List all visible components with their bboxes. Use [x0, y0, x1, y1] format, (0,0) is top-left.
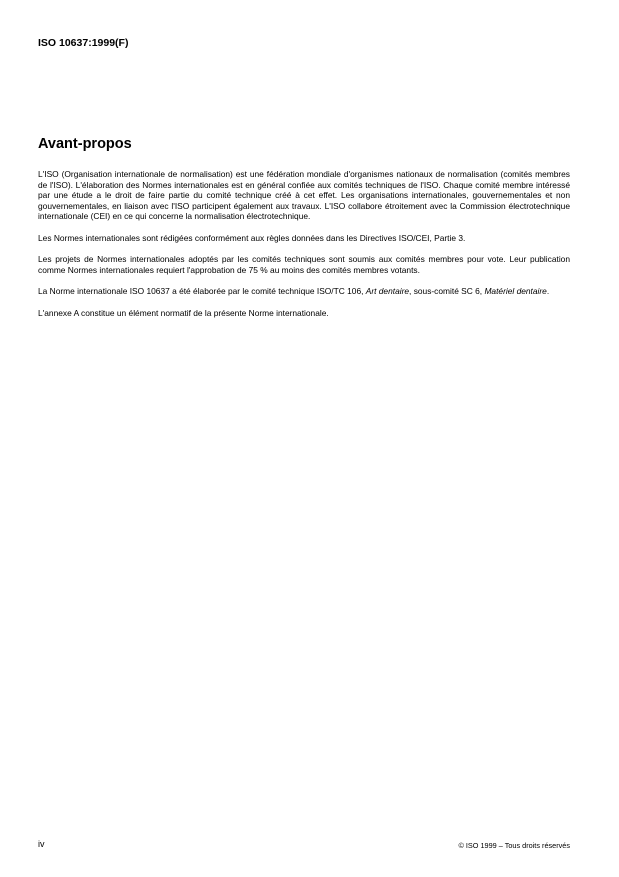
page-number: iv — [38, 839, 45, 849]
committee-name: Art dentaire — [365, 286, 410, 297]
committee-text-before: La Norme internationale ISO 10637 a été élaborée par le comité technique ISO/TC 106, — [38, 286, 366, 297]
paragraph-voting: Les projets de Normes internationales adoptés par les comités techniques sont soumis aux comités membres pour vote. Leur publication comme Normes internationales requiert l'approbation de 75 % au moins des comités membres votants. — [38, 254, 570, 275]
paragraph-directives: Les Normes internationales sont rédigées conformément aux règles données dans les Directives ISO/CEI, Partie 3. — [38, 232, 466, 243]
document-id-header: ISO 10637:1999(F) — [38, 37, 129, 49]
foreword-body — [38, 169, 570, 329]
paragraph-committee — [38, 286, 570, 297]
paragraph-iso-organisation: L'ISO (Organisation internationale de normalisation) est une fédération mondiale d'organismes nationaux de normalisation (comités membres de l'ISO). L'élaboration des Normes internationales est en général confiée aux comités techniques de l'ISO. Chaque comité membre intéressé par une étude a le droit de faire partie du comité technique créé à cet effet. Les organisations internationales, gouvernementales et non gouvernementales, en liaison avec l'ISO participent également aux travaux. L'ISO collabore étroitement avec la Commission électrotechnique internationale (CEI) en ce qui concerne la normalisation électrotechnique. — [38, 169, 570, 222]
committee-text-middle: , sous-comité SC 6, — [409, 286, 485, 297]
page-title: Avant-propos — [38, 136, 132, 152]
copyright-notice: © ISO 1999 – Tous droits réservés — [458, 841, 570, 850]
paragraph-annex: L'annexe A constitue un élément normatif de la présente Norme internationale. — [38, 307, 329, 318]
subcommittee-name: Matériel dentaire — [484, 286, 547, 297]
committee-text-after: . — [546, 286, 550, 297]
